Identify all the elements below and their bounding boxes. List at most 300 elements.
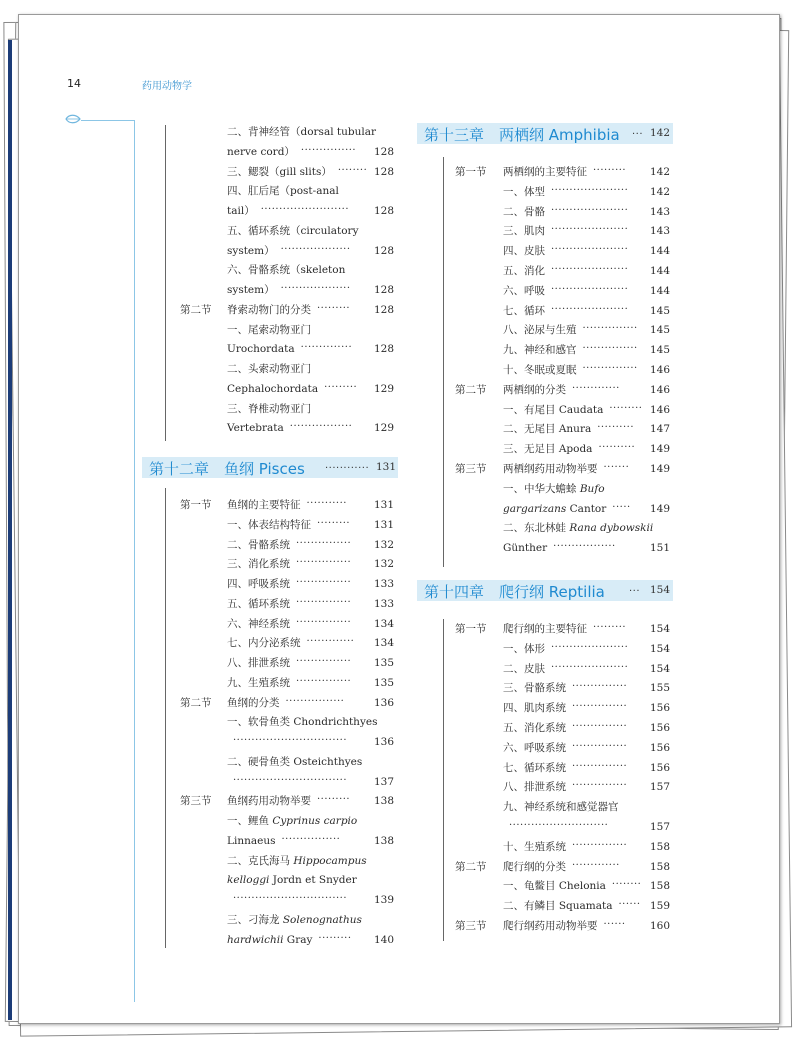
toc-entry[interactable]: [503, 363, 577, 377]
toc-entry[interactable]: [227, 421, 284, 435]
toc-entry[interactable]: [503, 165, 587, 179]
leader-dots: ·······························: [233, 735, 348, 746]
leader-dots: ·············: [572, 382, 620, 394]
toc-page-number: 128: [374, 165, 395, 178]
toc-entry-text: 爬行纲的主要特征: [503, 623, 587, 635]
leader-dots: ···: [632, 129, 644, 140]
toc-page-number: 142: [650, 185, 671, 198]
document-page: [18, 14, 780, 1024]
toc-entry-text: Vertebrata: [227, 422, 284, 435]
toc-entry-text: 九、生殖系统: [227, 676, 290, 689]
toc-section-label: 第三节: [455, 920, 487, 932]
toc-page-number: 132: [374, 538, 395, 551]
toc-entry-text: 一、龟鳖目 Chelonia: [503, 880, 606, 893]
toc-entry-text: 二、克氏海马: [227, 854, 294, 867]
toc-entry[interactable]: [503, 541, 547, 555]
toc-entry-text: 二、骨骼: [503, 205, 545, 218]
toc-entry[interactable]: [227, 402, 311, 416]
leader-dots: ·······························: [233, 893, 348, 904]
toc-section-label: 第三节: [180, 795, 212, 808]
toc-section-label: 第一节: [180, 499, 212, 511]
margin-guide-line: [81, 120, 134, 121]
toc-page-number: 154: [650, 623, 671, 635]
toc-entry-italic: Solenognathus: [282, 913, 362, 926]
toc-entry[interactable]: [227, 538, 290, 552]
leader-dots: ·········: [324, 381, 358, 393]
toc-entry[interactable]: [227, 362, 311, 376]
toc-entry-text: 四、呼吸系统: [227, 578, 290, 590]
toc-entry-italic: kelloggi: [227, 874, 270, 887]
toc-entry[interactable]: [503, 422, 591, 436]
chapter-heading[interactable]: [417, 580, 673, 601]
toc-entry-text: 六、神经系统: [227, 617, 290, 630]
toc-entry-text: 鱼纲的主要特征: [227, 499, 301, 511]
book-cover-edge: [8, 40, 12, 1020]
leader-dots: ·················: [289, 421, 353, 433]
toc-page-number: 129: [374, 382, 395, 395]
toc-entry-text: 两栖纲药用动物举要: [503, 463, 598, 475]
toc-entry-text: 一、中华大蟾蜍: [503, 482, 580, 495]
toc-entry[interactable]: [227, 854, 367, 868]
chapter-title: 第十四章 爬行纲 Reptilia: [424, 583, 605, 601]
toc-page-number: 136: [374, 736, 395, 748]
toc-entry[interactable]: [227, 224, 359, 238]
leader-dots: ···············: [296, 656, 352, 667]
leader-dots: ·····················: [551, 641, 629, 653]
leader-dots: ···············: [296, 675, 352, 687]
leader-dots: ··············: [300, 342, 353, 354]
toc-entry-text: 二、有鳞目 Squamata: [503, 900, 613, 913]
leader-dots: ···············: [572, 681, 628, 693]
leader-dots: ················: [285, 695, 345, 707]
toc-entry[interactable]: [503, 840, 566, 854]
leader-dots: ···············: [582, 343, 638, 355]
toc-entry[interactable]: [227, 498, 301, 512]
leader-dots: ···············: [582, 363, 638, 374]
toc-entry-italic: hardwichii: [227, 933, 284, 946]
toc-entry-text: 十、冬眠或夏眠: [503, 364, 577, 376]
leader-dots: ···············: [582, 323, 638, 335]
toc-page-number: 133: [374, 578, 395, 590]
toc-entry-text: system）: [227, 284, 275, 296]
toc-entry-text: 八、排泄系统: [503, 781, 566, 794]
toc-entry[interactable]: [227, 636, 301, 650]
toc-page-number: 131: [374, 499, 395, 511]
leader-dots: ·······: [603, 462, 630, 473]
toc-entry-text: 爬行纲药用动物举要: [503, 920, 598, 932]
toc-page-number: 129: [374, 422, 395, 435]
toc-page-number: 158: [650, 860, 671, 873]
toc-entry[interactable]: [227, 814, 357, 828]
toc-entry[interactable]: [227, 303, 311, 317]
toc-page-number: 145: [650, 324, 671, 337]
toc-entry[interactable]: [227, 676, 290, 690]
toc-entry[interactable]: [503, 343, 577, 357]
toc-entry-text: 四、肛后尾（post-anal: [227, 185, 339, 198]
toc-page-number: 159: [650, 900, 671, 913]
toc-entry-italic: gargarizans: [503, 502, 567, 515]
leader-dots: ········: [611, 879, 642, 891]
toc-entry[interactable]: [227, 518, 311, 532]
toc-entry[interactable]: [503, 899, 612, 913]
toc-page-number: 136: [374, 696, 395, 709]
toc-page-number: 138: [374, 834, 395, 847]
toc-entry[interactable]: [227, 617, 290, 631]
toc-entry[interactable]: [227, 145, 295, 159]
toc-entry-text: 九、神经系统和感觉器官: [503, 801, 619, 814]
toc-entry-text: 四、肌肉系统: [503, 702, 566, 715]
toc-page-number: 135: [374, 657, 395, 669]
toc-section-label: 第二节: [455, 383, 487, 396]
toc-entry-text: 一、体表结构特征: [227, 518, 311, 531]
leader-dots: ·········: [318, 932, 352, 944]
toc-entry[interactable]: [503, 264, 545, 278]
toc-entry-italic: Rana dybowskii: [569, 522, 654, 535]
toc-section-label: 第三节: [455, 463, 487, 475]
toc-page-number: 128: [374, 284, 395, 296]
toc-entry-italic: Cyprinus carpio: [272, 815, 358, 827]
toc-entry[interactable]: [227, 165, 332, 179]
toc-entry[interactable]: [503, 502, 606, 516]
leader-dots: ···············: [300, 144, 357, 156]
leaf-icon: [65, 113, 81, 125]
toc-entry[interactable]: [503, 462, 598, 476]
toc-entry[interactable]: [227, 342, 295, 356]
toc-entry[interactable]: [503, 761, 566, 775]
toc-entry-text: Cantor: [566, 502, 607, 515]
leader-dots: ··········: [598, 442, 636, 454]
page-number: 14: [67, 77, 81, 90]
toc-page-number: 138: [374, 795, 395, 808]
toc-entry-text: Günther: [503, 542, 548, 555]
leader-dots: ·····················: [551, 283, 629, 295]
toc-page-number: 128: [374, 303, 395, 316]
toc-entry[interactable]: [227, 184, 339, 198]
toc-entry-text: 五、消化: [503, 265, 545, 277]
toc-entry-text: 一、尾索动物亚门: [227, 323, 311, 336]
toc-entry-text: 脊索动物门的分类: [227, 303, 311, 316]
toc-page-number: 132: [374, 558, 395, 571]
toc-entry[interactable]: [503, 403, 603, 417]
leader-dots: ·············: [306, 636, 355, 648]
toc-entry-text: 三、骨骼系统: [503, 682, 566, 695]
leader-dots: ···············: [572, 740, 628, 752]
toc-section-label: 第二节: [180, 303, 212, 316]
toc-page-number: 134: [374, 617, 395, 630]
leader-dots: ······: [603, 919, 626, 930]
toc-page-number: 140: [374, 933, 395, 946]
leader-dots: ·········: [317, 302, 351, 314]
toc-page-number: 156: [650, 722, 671, 734]
toc-page-number: 128: [374, 343, 395, 356]
toc-entry[interactable]: [227, 323, 311, 337]
toc-entry[interactable]: [227, 834, 275, 848]
toc-entry-text: 二、东北林蛙: [503, 522, 570, 535]
toc-entry-italic: Hippocampus: [293, 854, 367, 867]
leader-dots: ·····················: [551, 264, 629, 275]
running-header-title: 药用动物学: [142, 81, 192, 92]
leader-dots: ···························: [509, 820, 609, 831]
toc-entry-text: 八、排泄系统: [227, 657, 290, 669]
toc-entry-text: Linnaeus: [227, 834, 276, 847]
leader-dots: ···············: [572, 701, 628, 713]
toc-page-number: 144: [650, 284, 671, 297]
toc-entry-text: 三、脊椎动物亚门: [227, 402, 311, 415]
leader-dots: ········: [337, 164, 368, 176]
toc-entry-text: 七、内分泌系统: [227, 637, 301, 650]
leader-dots: ···············: [296, 616, 352, 628]
toc-page-number: 146: [650, 364, 671, 376]
toc-entry[interactable]: [503, 224, 545, 238]
chapter-heading[interactable]: [142, 457, 398, 478]
leader-dots: ·····················: [551, 184, 629, 196]
toc-entry[interactable]: [503, 780, 566, 794]
leader-dots: ·····: [612, 501, 631, 513]
toc-entry[interactable]: [227, 873, 357, 887]
toc-entry-text: Cephalochordata: [227, 382, 319, 395]
toc-entry[interactable]: [503, 860, 566, 874]
toc-entry[interactable]: [503, 205, 545, 219]
leader-dots: ·········: [593, 622, 627, 633]
toc-page-number: 135: [374, 676, 395, 689]
toc-entry[interactable]: [227, 283, 275, 297]
toc-entry-text: 三、刁海龙: [227, 913, 283, 926]
leader-dots: ·········: [317, 794, 351, 806]
toc-entry[interactable]: [503, 482, 605, 496]
toc-entry-text: 一、体形: [503, 642, 545, 655]
toc-entry[interactable]: [503, 304, 545, 318]
leader-dots: ············: [325, 463, 370, 474]
toc-entry-text: 三、无足目 Apoda: [503, 443, 593, 456]
toc-section-label: 第一节: [455, 623, 487, 635]
leader-dots: ·················: [553, 541, 616, 553]
toc-page-number: 134: [374, 637, 395, 650]
toc-entry[interactable]: [227, 696, 280, 710]
toc-entry-text: 二、背神经管（dorsal tubular: [227, 126, 377, 138]
toc-entry-text: 十、生殖系统: [503, 840, 566, 853]
toc-page-number: 142: [650, 166, 671, 178]
toc-page-number: 149: [650, 502, 671, 515]
leader-dots: ··········: [597, 422, 635, 434]
toc-entry[interactable]: [503, 662, 545, 676]
toc-entry-text: 三、消化系统: [227, 558, 290, 571]
toc-entry-text: 四、皮肤: [503, 245, 545, 258]
toc-entry-text: 两栖纲的主要特征: [503, 166, 587, 178]
toc-indent-bar: [443, 619, 444, 941]
toc-entry-italic: Bufo: [579, 482, 605, 495]
toc-indent-bar: [443, 157, 444, 567]
chapter-page: 131: [376, 461, 397, 473]
chapter-page: 154: [650, 584, 671, 596]
toc-entry[interactable]: [227, 244, 275, 258]
toc-entry-text: 九、神经和感官: [503, 344, 577, 357]
leader-dots: ···················: [280, 283, 351, 294]
toc-entry[interactable]: [227, 263, 345, 277]
toc-entry-text: 二、骨骼系统: [227, 538, 290, 551]
toc-entry-text: 一、体型: [503, 185, 545, 198]
toc-entry[interactable]: [503, 323, 577, 337]
toc-entry[interactable]: [227, 382, 318, 396]
toc-entry-text: nerve cord）: [227, 145, 295, 158]
toc-page-number: 157: [650, 821, 671, 833]
toc-page-number: 156: [650, 702, 671, 715]
toc-entry[interactable]: [503, 442, 592, 456]
toc-page-number: 146: [650, 403, 671, 416]
toc-entry[interactable]: [503, 642, 545, 656]
toc-entry[interactable]: [227, 204, 255, 218]
toc-page-number: 146: [650, 383, 671, 396]
leader-dots: ·········: [317, 517, 351, 529]
toc-entry-text: 三、鳃裂（gill slits）: [227, 165, 332, 178]
toc-page-number: 143: [650, 205, 671, 218]
toc-entry-text: 二、硬骨鱼类 Osteichthyes: [227, 755, 363, 768]
leader-dots: ················: [281, 833, 341, 845]
toc-entry-text: 五、消化系统: [503, 722, 566, 734]
toc-section-label: 第二节: [455, 860, 487, 873]
toc-entry-text: 鱼纲药用动物举要: [227, 795, 311, 808]
toc-entry[interactable]: [227, 933, 312, 947]
toc-entry-text: Urochordata: [227, 343, 295, 356]
leader-dots: ···············: [572, 760, 628, 772]
leader-dots: ·········: [593, 165, 627, 176]
toc-page-number: 149: [650, 443, 671, 456]
toc-section-label: 第一节: [455, 166, 487, 178]
toc-entry-text: 八、泌尿与生殖: [503, 324, 577, 337]
leader-dots: ······: [618, 899, 641, 911]
toc-entry-text: 一、软骨鱼类 Chondrichthyes: [227, 716, 378, 729]
toc-indent-bar: [165, 488, 166, 948]
toc-page-number: 131: [374, 518, 395, 531]
leader-dots: ·······························: [233, 774, 348, 786]
toc-entry-text: 一、鲤鱼: [227, 815, 273, 827]
toc-page-number: 145: [650, 304, 671, 317]
toc-page-number: 160: [650, 920, 671, 932]
leader-dots: ···: [629, 586, 641, 597]
leader-dots: ···············: [296, 577, 352, 588]
toc-entry[interactable]: [227, 656, 290, 670]
toc-entry[interactable]: [503, 800, 619, 814]
toc-entry-text: 两栖纲的分类: [503, 383, 566, 396]
leader-dots: ···················: [280, 243, 351, 255]
toc-page-number: 151: [650, 542, 671, 555]
leader-dots: ·············: [572, 859, 620, 871]
toc-entry-text: 一、有尾目 Caudata: [503, 403, 604, 416]
toc-page-number: 156: [650, 761, 671, 774]
leader-dots: ···············: [296, 557, 352, 569]
toc-page-number: 156: [650, 741, 671, 754]
toc-entry[interactable]: [227, 913, 362, 927]
leader-dots: ···············: [296, 596, 352, 608]
toc-page-number: 147: [650, 423, 671, 436]
toc-entry[interactable]: [503, 741, 566, 755]
toc-entry[interactable]: [227, 794, 311, 808]
toc-entry[interactable]: [503, 622, 587, 636]
toc-page-number: 145: [650, 344, 671, 357]
toc-entry-text: 二、皮肤: [503, 662, 545, 675]
leader-dots: ···············: [572, 839, 628, 851]
margin-guide-line: [134, 120, 135, 1002]
chapter-title: 第十三章 两栖纲 Amphibia: [424, 126, 620, 144]
toc-page-number: 158: [650, 840, 671, 853]
toc-entry-text: 二、无尾目 Anura: [503, 423, 592, 436]
toc-page-number: 137: [374, 775, 395, 788]
toc-entry-text: tail）: [227, 205, 255, 217]
toc-entry-text: 三、肌肉: [503, 225, 545, 238]
leader-dots: ·····················: [551, 224, 629, 236]
toc-entry[interactable]: [503, 721, 566, 735]
toc-entry[interactable]: [503, 521, 653, 535]
toc-entry[interactable]: [227, 715, 377, 729]
toc-entry[interactable]: [503, 701, 566, 715]
leader-dots: ···············: [572, 780, 628, 792]
toc-entry[interactable]: [503, 681, 566, 695]
toc-entry-text: 六、骨骼系统（skeleton: [227, 264, 346, 277]
toc-page-number: 154: [650, 662, 671, 675]
toc-indent-bar: [165, 125, 166, 441]
toc-entry-text: 二、头索动物亚门: [227, 363, 311, 375]
toc-page-number: 133: [374, 597, 395, 610]
toc-entry[interactable]: [227, 125, 376, 139]
toc-entry[interactable]: [503, 383, 566, 397]
leader-dots: ························: [260, 204, 349, 215]
toc-entry[interactable]: [227, 557, 290, 571]
toc-page-number: 139: [374, 894, 395, 906]
toc-entry[interactable]: [503, 185, 545, 199]
toc-entry[interactable]: [227, 597, 290, 611]
chapter-heading[interactable]: [417, 123, 673, 144]
leader-dots: ·········: [609, 402, 643, 414]
toc-page-number: 128: [374, 244, 395, 257]
toc-entry[interactable]: [503, 244, 545, 258]
toc-entry-text: 七、循环系统: [503, 761, 566, 774]
toc-entry-text: Gray: [283, 933, 313, 946]
leader-dots: ···········: [306, 498, 347, 509]
toc-page-number: 158: [650, 880, 671, 893]
toc-page-number: 128: [374, 145, 395, 158]
toc-page-number: 149: [650, 463, 671, 475]
toc-entry-text: system）: [227, 244, 275, 257]
toc-entry-text: 五、循环系统: [227, 597, 290, 610]
toc-page-number: 128: [374, 205, 395, 217]
toc-entry[interactable]: [503, 879, 606, 893]
toc-entry-text: Jordn et Snyder: [269, 874, 357, 887]
toc-page-number: 144: [650, 265, 671, 277]
toc-entry-text: 鱼纲的分类: [227, 696, 280, 709]
toc-entry[interactable]: [503, 919, 598, 933]
toc-entry[interactable]: [227, 577, 290, 591]
toc-page-number: 155: [650, 682, 671, 695]
toc-entry-text: 六、呼吸系统: [503, 741, 566, 754]
chapter-page: 142: [650, 127, 671, 139]
leader-dots: ·····················: [551, 661, 629, 673]
toc-entry[interactable]: [227, 755, 362, 769]
leader-dots: ···············: [296, 537, 352, 549]
toc-page-number: 144: [650, 245, 671, 258]
toc-entry-text: 六、呼吸: [503, 284, 545, 297]
toc-page-number: 154: [650, 642, 671, 655]
chapter-title: 第十二章 鱼纲 Pisces: [149, 460, 305, 478]
toc-entry[interactable]: [503, 284, 545, 298]
leader-dots: ·····················: [551, 303, 629, 315]
toc-section-label: 第二节: [180, 696, 212, 709]
toc-page-number: 143: [650, 225, 671, 238]
toc-entry-text: 七、循环: [503, 304, 545, 317]
leader-dots: ·····················: [551, 204, 629, 216]
toc-entry-text: 爬行纲的分类: [503, 860, 566, 873]
leader-dots: ···············: [572, 721, 628, 732]
leader-dots: ·····················: [551, 244, 629, 256]
toc-page-number: 157: [650, 781, 671, 794]
